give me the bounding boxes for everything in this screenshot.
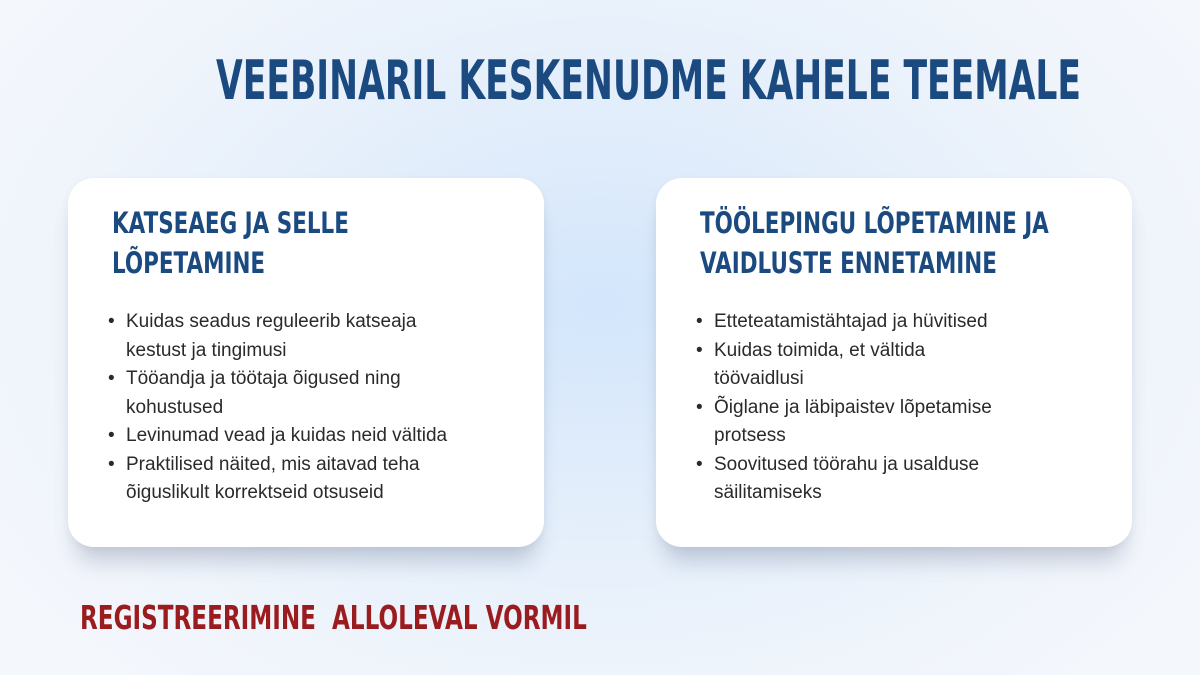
registration-cta: REGISTREERIMINE ALLOLEVAL VORMIL [80,598,587,637]
card-heading [700,203,1049,283]
card-heading-line: KATSEAEG JA SELLE [112,206,349,240]
bullet-text: • Soovitused töörahu ja usalduse [714,453,980,475]
bullet-text: kohustused [126,396,224,418]
bullet-list [106,308,447,508]
bullet-text: • Etteteatamistähtajad ja hüvitised [714,311,988,332]
card-heading-line: LÕPETAMINE [112,246,266,280]
card-heading [112,203,349,283]
bullet-text: • Levinumad vead ja kuidas neid vältida [126,425,448,446]
bullet-item [694,337,992,394]
bullet-item [106,422,447,451]
bullet-text: • Kuidas seadus reguleerib katseaja [126,311,417,332]
bullet-text: töövaidlusi [714,368,804,389]
bullet-item [106,308,447,365]
card-heading-line: VAIDLUSTE ENNETAMINE [700,246,997,280]
bullet-text: kestust ja tingimusi [126,339,287,361]
bullet-item [106,451,447,508]
bullet-item [106,365,447,422]
bullet-text: • Tööandja ja töötaja õigused ning [126,368,401,389]
bullet-item [694,308,992,337]
bullet-item [694,394,992,451]
topic-card-termination [656,178,1132,547]
topic-card-probation [68,178,544,547]
bullet-text: protsess [714,425,786,446]
bullet-text: • Praktilised näited, mis aitavad teha [126,453,420,475]
bullet-text: • Kuidas toimida, et vältida [714,339,926,361]
bullet-text: õiguslikult korrektseid otsuseid [126,482,384,503]
bullet-text: säilitamiseks [714,482,822,503]
bullet-list [694,308,992,508]
page-title: VEEBINARIL KESKENUDME KAHELE TEEMALE [216,49,1082,112]
bullet-text: • Õiglane ja läbipaistev lõpetamise [714,396,992,418]
bullet-item [694,451,992,508]
card-heading-line: TÖÖLEPINGU LÕPETAMINE JA [700,206,1049,240]
